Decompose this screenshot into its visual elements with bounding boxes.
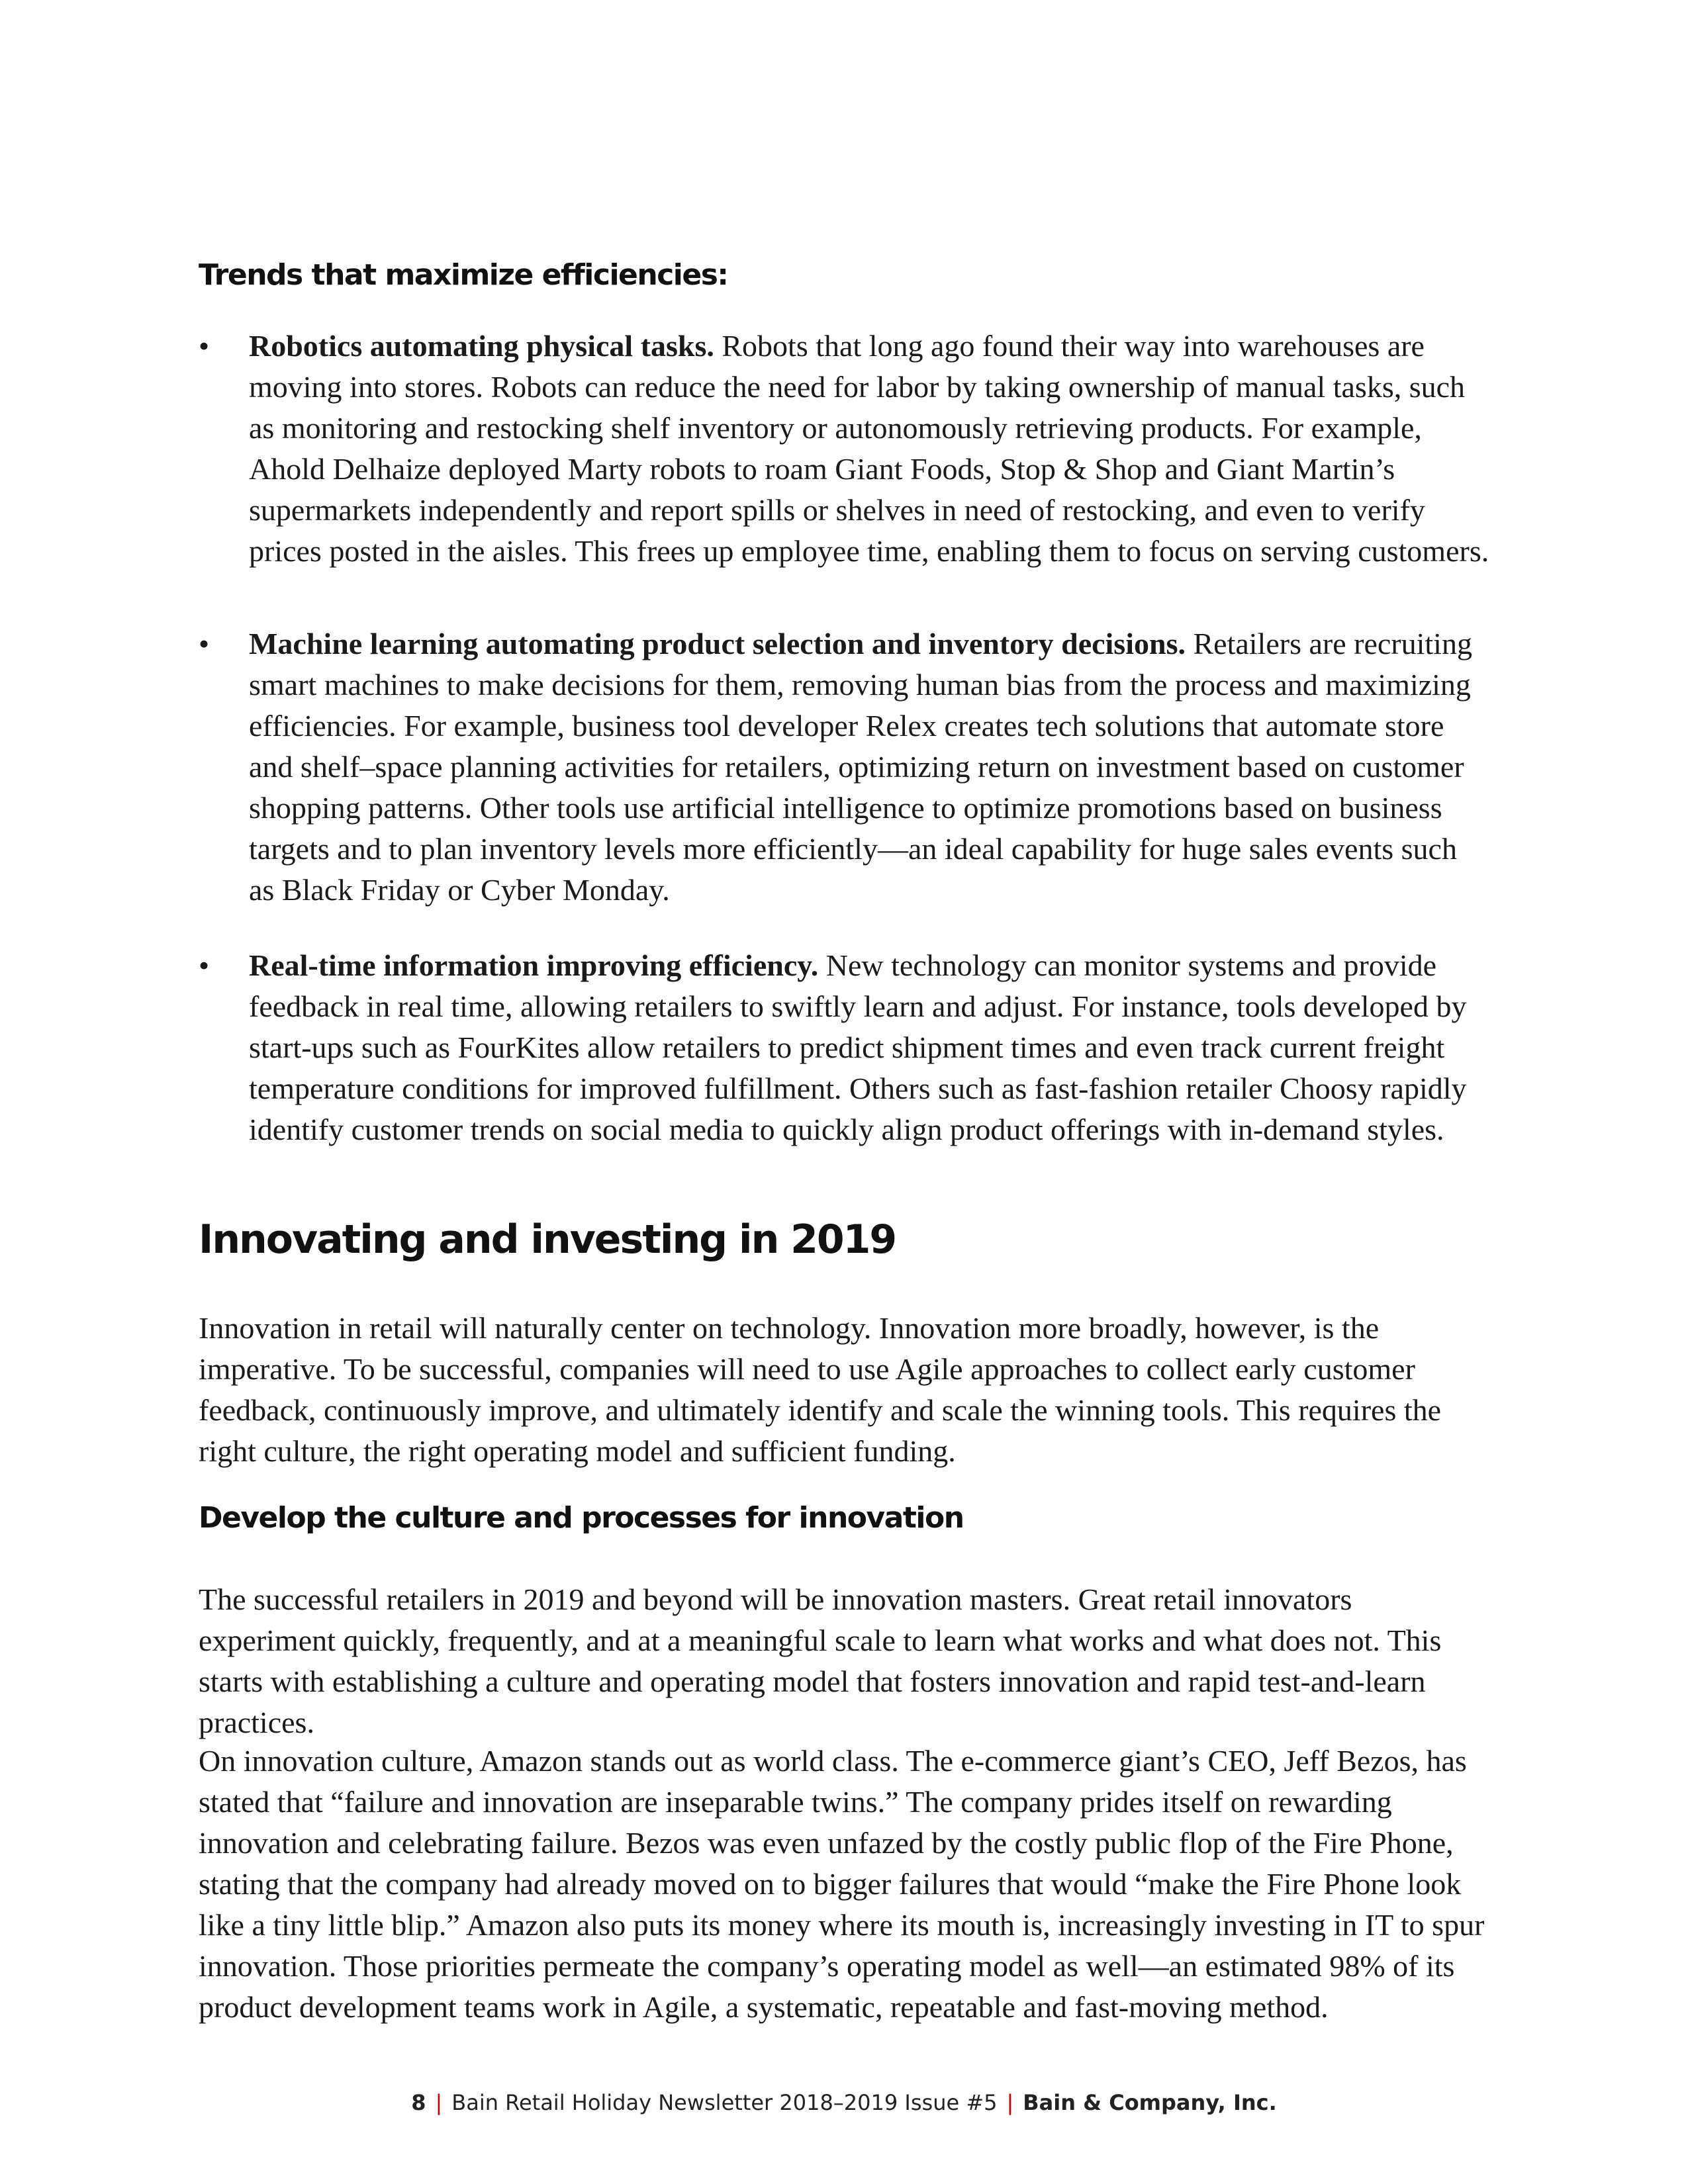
bullet-body: Retailers are recruiting smart machines to make decisions for them, removing human bias from the process and maximizing efficiencies. For example, business tool developer Relex creates tech solutions that automate store and shelf–space planning activities for retailers, optimizing return on investment based on customer shopping patterns. Other tools use artificial intelligence to optimize promotions based on business targets and to plan inventory levels more efficiently—an ideal capability for huge sales events such as Black Friday or Cyber Monday. bbox=[249, 627, 1472, 907]
subsection-paragraph-1: The successful retailers in 2019 and beyond will be innovation masters. Great retail innovators experiment quickly, frequently, and at a meaningful scale to learn what works and what does not. This starts with establishing a culture and operating model that fosters innovation and rapid test-and-learn practices. bbox=[199, 1582, 1442, 1739]
trends-heading: Trends that maximize efficiencies: bbox=[199, 258, 728, 292]
bullet-title: Real-time information improving efficiency. bbox=[249, 948, 819, 982]
bullet-dot: • bbox=[199, 329, 210, 363]
section-heading: Innovating and investing in 2019 bbox=[199, 1216, 896, 1263]
bullet-title: Machine learning automating product selection and inventory decisions. bbox=[249, 627, 1186, 660]
section-intro: Innovation in retail will naturally center on technology. Innovation more broadly, however, is the imperative. To be successful, companies will need to use Agile approaches to collect early customer feedback, continuously improve, and ultimately identify and scale the winning tools. This requires the right culture, the right operating model and sufficient funding. bbox=[199, 1311, 1442, 1468]
bullet-body: Robots that long ago found their way into warehouses are moving into stores. Robots can reduce the need for labor by taking ownership of manual tasks, such as monitoring and restocking shelf inventory or autonomously retrieving products. For example, Ahold Delhaize deployed Marty robots to roam Giant Foods, Stop & Shop and Giant Martin’s supermarkets independently and report spills or shelves in need of restocking, and even to verify prices posted in the aisles. This frees up employee time, enabling them to focus on serving customers. bbox=[249, 329, 1489, 568]
publication-title: Bain Retail Holiday Newsletter 2018–2019 Issue #5 bbox=[451, 2090, 998, 2115]
bullet-text bbox=[249, 326, 1489, 572]
bullet-dot: • bbox=[199, 627, 210, 660]
footer-separator: | bbox=[1006, 2090, 1014, 2115]
subsection-heading: Develop the culture and processes for innovation bbox=[199, 1501, 964, 1535]
bullet-title: Robotics automating physical tasks. bbox=[249, 329, 714, 363]
bullet-body: New technology can monitor systems and provide feedback in real time, allowing retailers to swiftly learn and adjust. For instance, tools developed by start-ups such as FourKites allow retailers to predict shipment times and even track current freight temperature conditions for improved fulfillment. Others such as fast-fashion retailer Choosy rapidly identify customer trends on social media to quickly align product offerings with in-demand styles. bbox=[249, 948, 1467, 1146]
bullet-dot: • bbox=[199, 948, 210, 982]
company-name: Bain & Company, Inc. bbox=[1023, 2090, 1277, 2115]
bullet-text bbox=[249, 945, 1489, 1150]
subsection-paragraph-2: On innovation culture, Amazon stands out as world class. The e-commerce giant’s CEO, Jeff Bezos, has stated that “failure and innovation are inseparable twins.” The company prides itself on rewarding innovation and celebrating failure. Bezos was even unfazed by the costly public flop of the Fire Phone, stating that the company had already moved on to bigger failures that would “make the Fire Phone look like a tiny little blip.” Amazon also puts its money where its mouth is, increasingly investing in IT to spur innovation. Those priorities permeate the company’s operating model as well—an estimated 98% of its product development teams work in Agile, a systematic, repeatable and fast-moving method. bbox=[199, 1744, 1485, 2024]
page-footer bbox=[0, 2090, 1688, 2115]
bullet-text bbox=[249, 623, 1489, 911]
footer-separator: | bbox=[435, 2090, 443, 2115]
page-number: 8 bbox=[411, 2090, 426, 2115]
